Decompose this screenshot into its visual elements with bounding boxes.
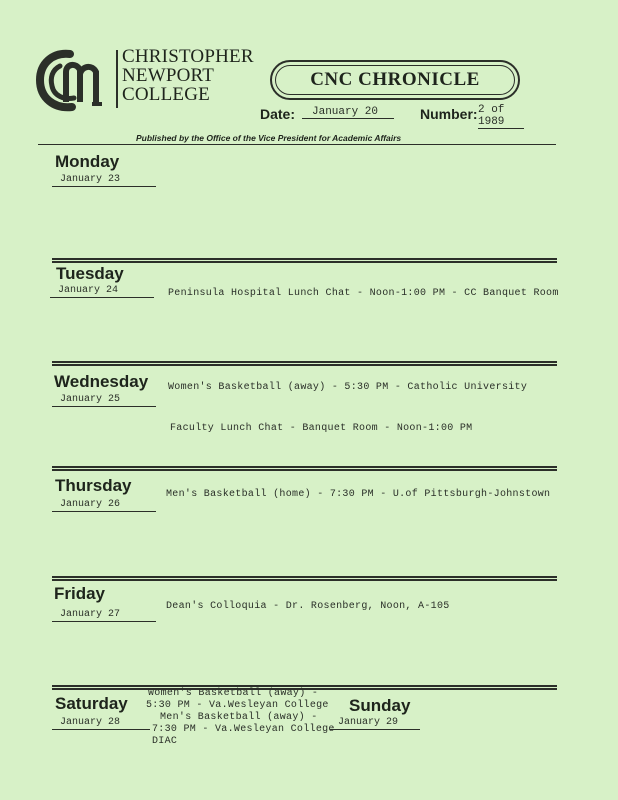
event-saturday-line-3: Men's Basketball (away) - [160,712,318,723]
section-rule-thursday [52,466,557,471]
day-name-tuesday: Tuesday [56,264,124,283]
date-label: Date: [260,106,296,122]
date-field [260,106,295,122]
header-rule [38,144,556,145]
logo-divider [116,50,118,108]
day-date-monday: January 23 [52,173,156,187]
day-date-saturday: January 28 [52,716,150,730]
event-wednesday-1: Women's Basketball (away) - 5:30 PM - Catholic University [168,382,528,393]
date-value: January 20 [302,106,394,119]
cnc-monogram-icon [30,46,112,116]
section-rule-tuesday [52,258,557,263]
event-saturday-line-5: DIAC [152,736,178,747]
day-date-thursday: January 26 [52,498,156,512]
college-name [122,47,254,104]
number-field [420,106,478,122]
event-saturday-line-1: Women's Basketball (away) - [148,688,319,699]
day-name-wednesday: Wednesday [54,372,149,391]
event-thursday-1: Men's Basketball (home) - 7:30 PM - U.of Pittsburgh-Johnstown [166,489,551,500]
day-date-sunday: January 29 [330,716,420,730]
college-name-line-3: COLLEGE [122,84,210,105]
day-name-monday: Monday [55,152,120,171]
college-name-line-2: NEWPORT [122,65,215,86]
day-name-saturday: Saturday [55,694,128,713]
day-name-sunday: Sunday [349,696,411,715]
day-date-friday: January 27 [52,608,156,622]
event-saturday-list [146,688,335,748]
day-date-tuesday: January 24 [50,284,154,298]
section-rule-friday [52,576,557,581]
day-name-thursday: Thursday [55,476,132,495]
event-tuesday-1: Peninsula Hospital Lunch Chat - Noon-1:00 PM - CC Banquet Room [168,288,559,299]
publisher-line: Published by the Office of the Vice President for Academic Affairs [136,133,402,143]
newsletter-title-badge [270,60,520,100]
event-saturday-line-4: 7:30 PM - Va.Wesleyan College [152,724,335,735]
college-logo [30,46,112,116]
number-value: 2 of 1989 [478,104,524,129]
college-name-line-1: CHRISTOPHER [122,46,254,67]
event-saturday-line-2: 5:30 PM - Va.Wesleyan College [146,700,329,711]
event-wednesday-2: Faculty Lunch Chat - Banquet Room - Noon-1:00 PM [170,423,473,434]
day-date-wednesday: January 25 [52,393,156,407]
day-name-friday: Friday [54,584,106,603]
number-label: Number: [420,106,478,122]
section-rule-wednesday [52,361,557,366]
newsletter-title: CNC CHRONICLE [275,65,515,95]
event-friday-1: Dean's Colloquia - Dr. Rosenberg, Noon, A-105 [166,601,450,612]
